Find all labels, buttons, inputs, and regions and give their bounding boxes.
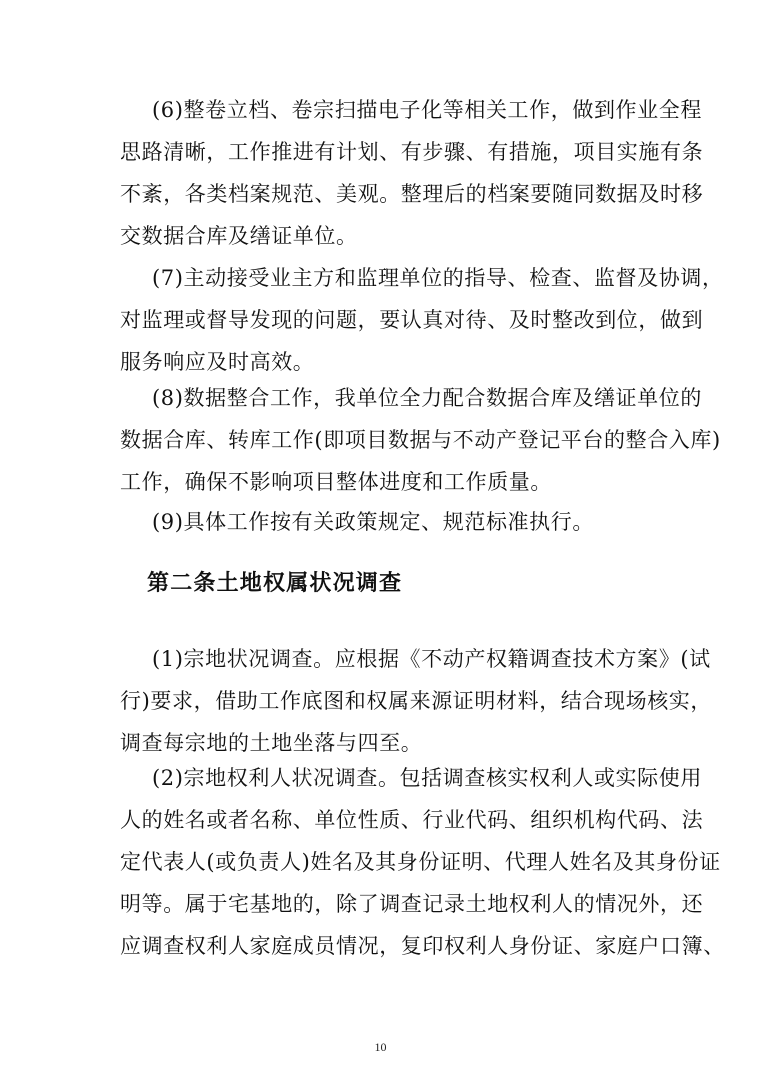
text-line: (9)具体工作按有关政策规定、规范标准执行。 (152, 510, 594, 534)
page-number: 10 (374, 1040, 387, 1054)
text-line: (2)宗地权利人状况调查。包括调查核实权利人或实际使用 (152, 766, 702, 790)
text-line: 应调查权利人家庭成员情况，复印权利人身份证、家庭户口簿、 (120, 934, 725, 958)
text-line: (6)整卷立档、卷宗扫描电子化等相关工作，做到作业全程 (152, 98, 702, 122)
text-line: (1)宗地状况调查。应根据《不动产权籍调查技术方案》(试 (152, 647, 711, 671)
text-line: 交数据合库及缮证单位。 (120, 224, 358, 248)
section-heading: 第二条土地权属状况调查 (147, 571, 403, 596)
text-line: 思路清晰，工作推进有计划、有步骤、有措施，项目实施有条 (120, 140, 704, 164)
text-line: 不紊，各类档案规范、美观。整理后的档案要随同数据及时移 (120, 182, 704, 206)
text-line: 服务响应及时高效。 (120, 350, 315, 374)
text-line: 数据合库、转库工作(即项目数据与不动产登记平台的整合入库) (120, 428, 721, 452)
text-line: 工作，确保不影响项目整体进度和工作质量。 (120, 470, 552, 494)
text-line: 明等。属于宅基地的，除了调查记录土地权利人的情况外，还 (120, 892, 704, 916)
text-line: 行)要求，借助工作底图和权属来源证明材料，结合现场核实， (120, 689, 712, 713)
text-line: (7)主动接受业主方和监理单位的指导、检查、监督及协调， (152, 266, 724, 290)
text-line: (8)数据整合工作，我单位全力配合数据合库及缮证单位的 (152, 386, 702, 410)
text-line: 定代表人(或负责人)姓名及其身份证明、代理人姓名及其身份证 (120, 850, 721, 874)
text-line: 调查每宗地的土地坐落与四至。 (120, 731, 423, 755)
text-line: 对监理或督导发现的问题，要认真对待、及时整改到位，做到 (120, 308, 704, 332)
text-line: 人的姓名或者名称、单位性质、行业代码、组织机构代码、法 (120, 808, 704, 832)
